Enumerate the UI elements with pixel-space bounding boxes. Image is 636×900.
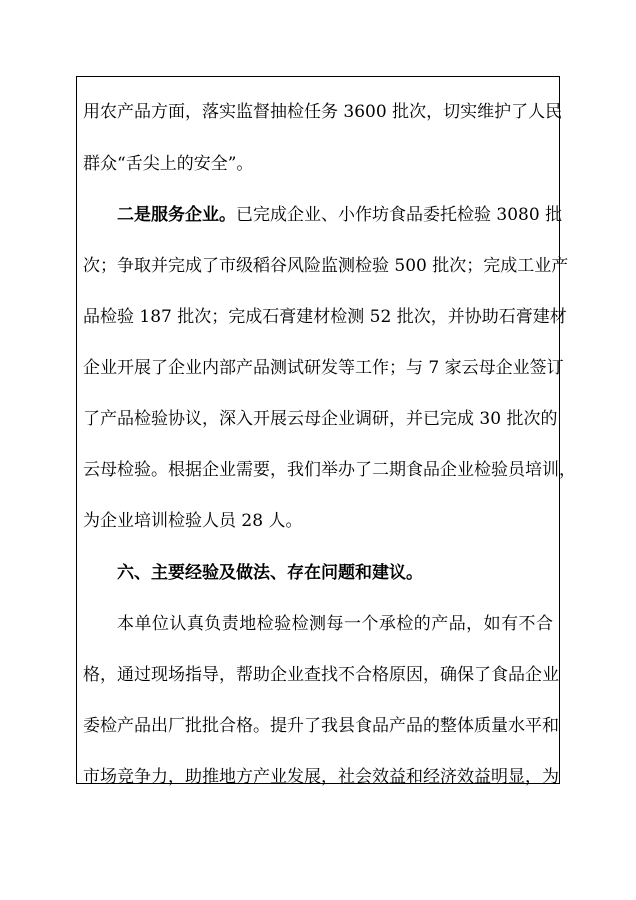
paragraph-2-line-1-rest: 已完成企业、小作坊食品委托检验 3080 批 xyxy=(236,205,563,225)
paragraph-2-line-4: 企业开展了企业内部产品测试研发等工作；与 7 家云母企业签订 xyxy=(83,358,564,378)
paragraph-2-line-1 xyxy=(117,200,563,230)
paragraph-2-lead-bold: 二是服务企业。 xyxy=(117,205,236,225)
paragraph-3-line-2: 格，通过现场指导，帮助企业查找不合格原因，确保了食品企业 xyxy=(83,665,559,685)
paragraph-1-line-1: 用农产品方面，落实监督抽检任务 3600 批次，切实维护了人民 xyxy=(83,102,563,122)
paragraph-3-line-4: 市场竞争力，助推地方产业发展，社会效益和经济效益明显，为 xyxy=(83,767,559,787)
paragraph-2-line-3: 品检验 187 批次；完成石膏建材检测 52 批次，并协助石膏建材 xyxy=(83,307,567,327)
paragraph-1-line-2: 群众“舌尖上的安全”。 xyxy=(83,154,254,174)
paragraph-2-line-2: 次；争取并完成了市级稻谷风险监测检验 500 批次；完成工业产 xyxy=(83,256,569,276)
paragraph-2-line-7: 为企业培训检验人员 28 人。 xyxy=(83,511,303,531)
paragraph-2-line-6: 云母检验。根据企业需要，我们举办了二期食品企业检验员培训， xyxy=(83,460,576,480)
paragraph-3-line-1: 本单位认真负责地检验检测每一个承检的产品，如有不合 xyxy=(117,614,553,634)
section-heading: 六、主要经验及做法、存在问题和建议。 xyxy=(117,563,423,583)
paragraph-3-line-3: 委检产品出厂批批合格。提升了我县食品产品的整体质量水平和 xyxy=(83,716,559,736)
paragraph-2-line-5: 了产品检验协议，深入开展云母企业调研，并已完成 30 批次的 xyxy=(83,409,558,429)
